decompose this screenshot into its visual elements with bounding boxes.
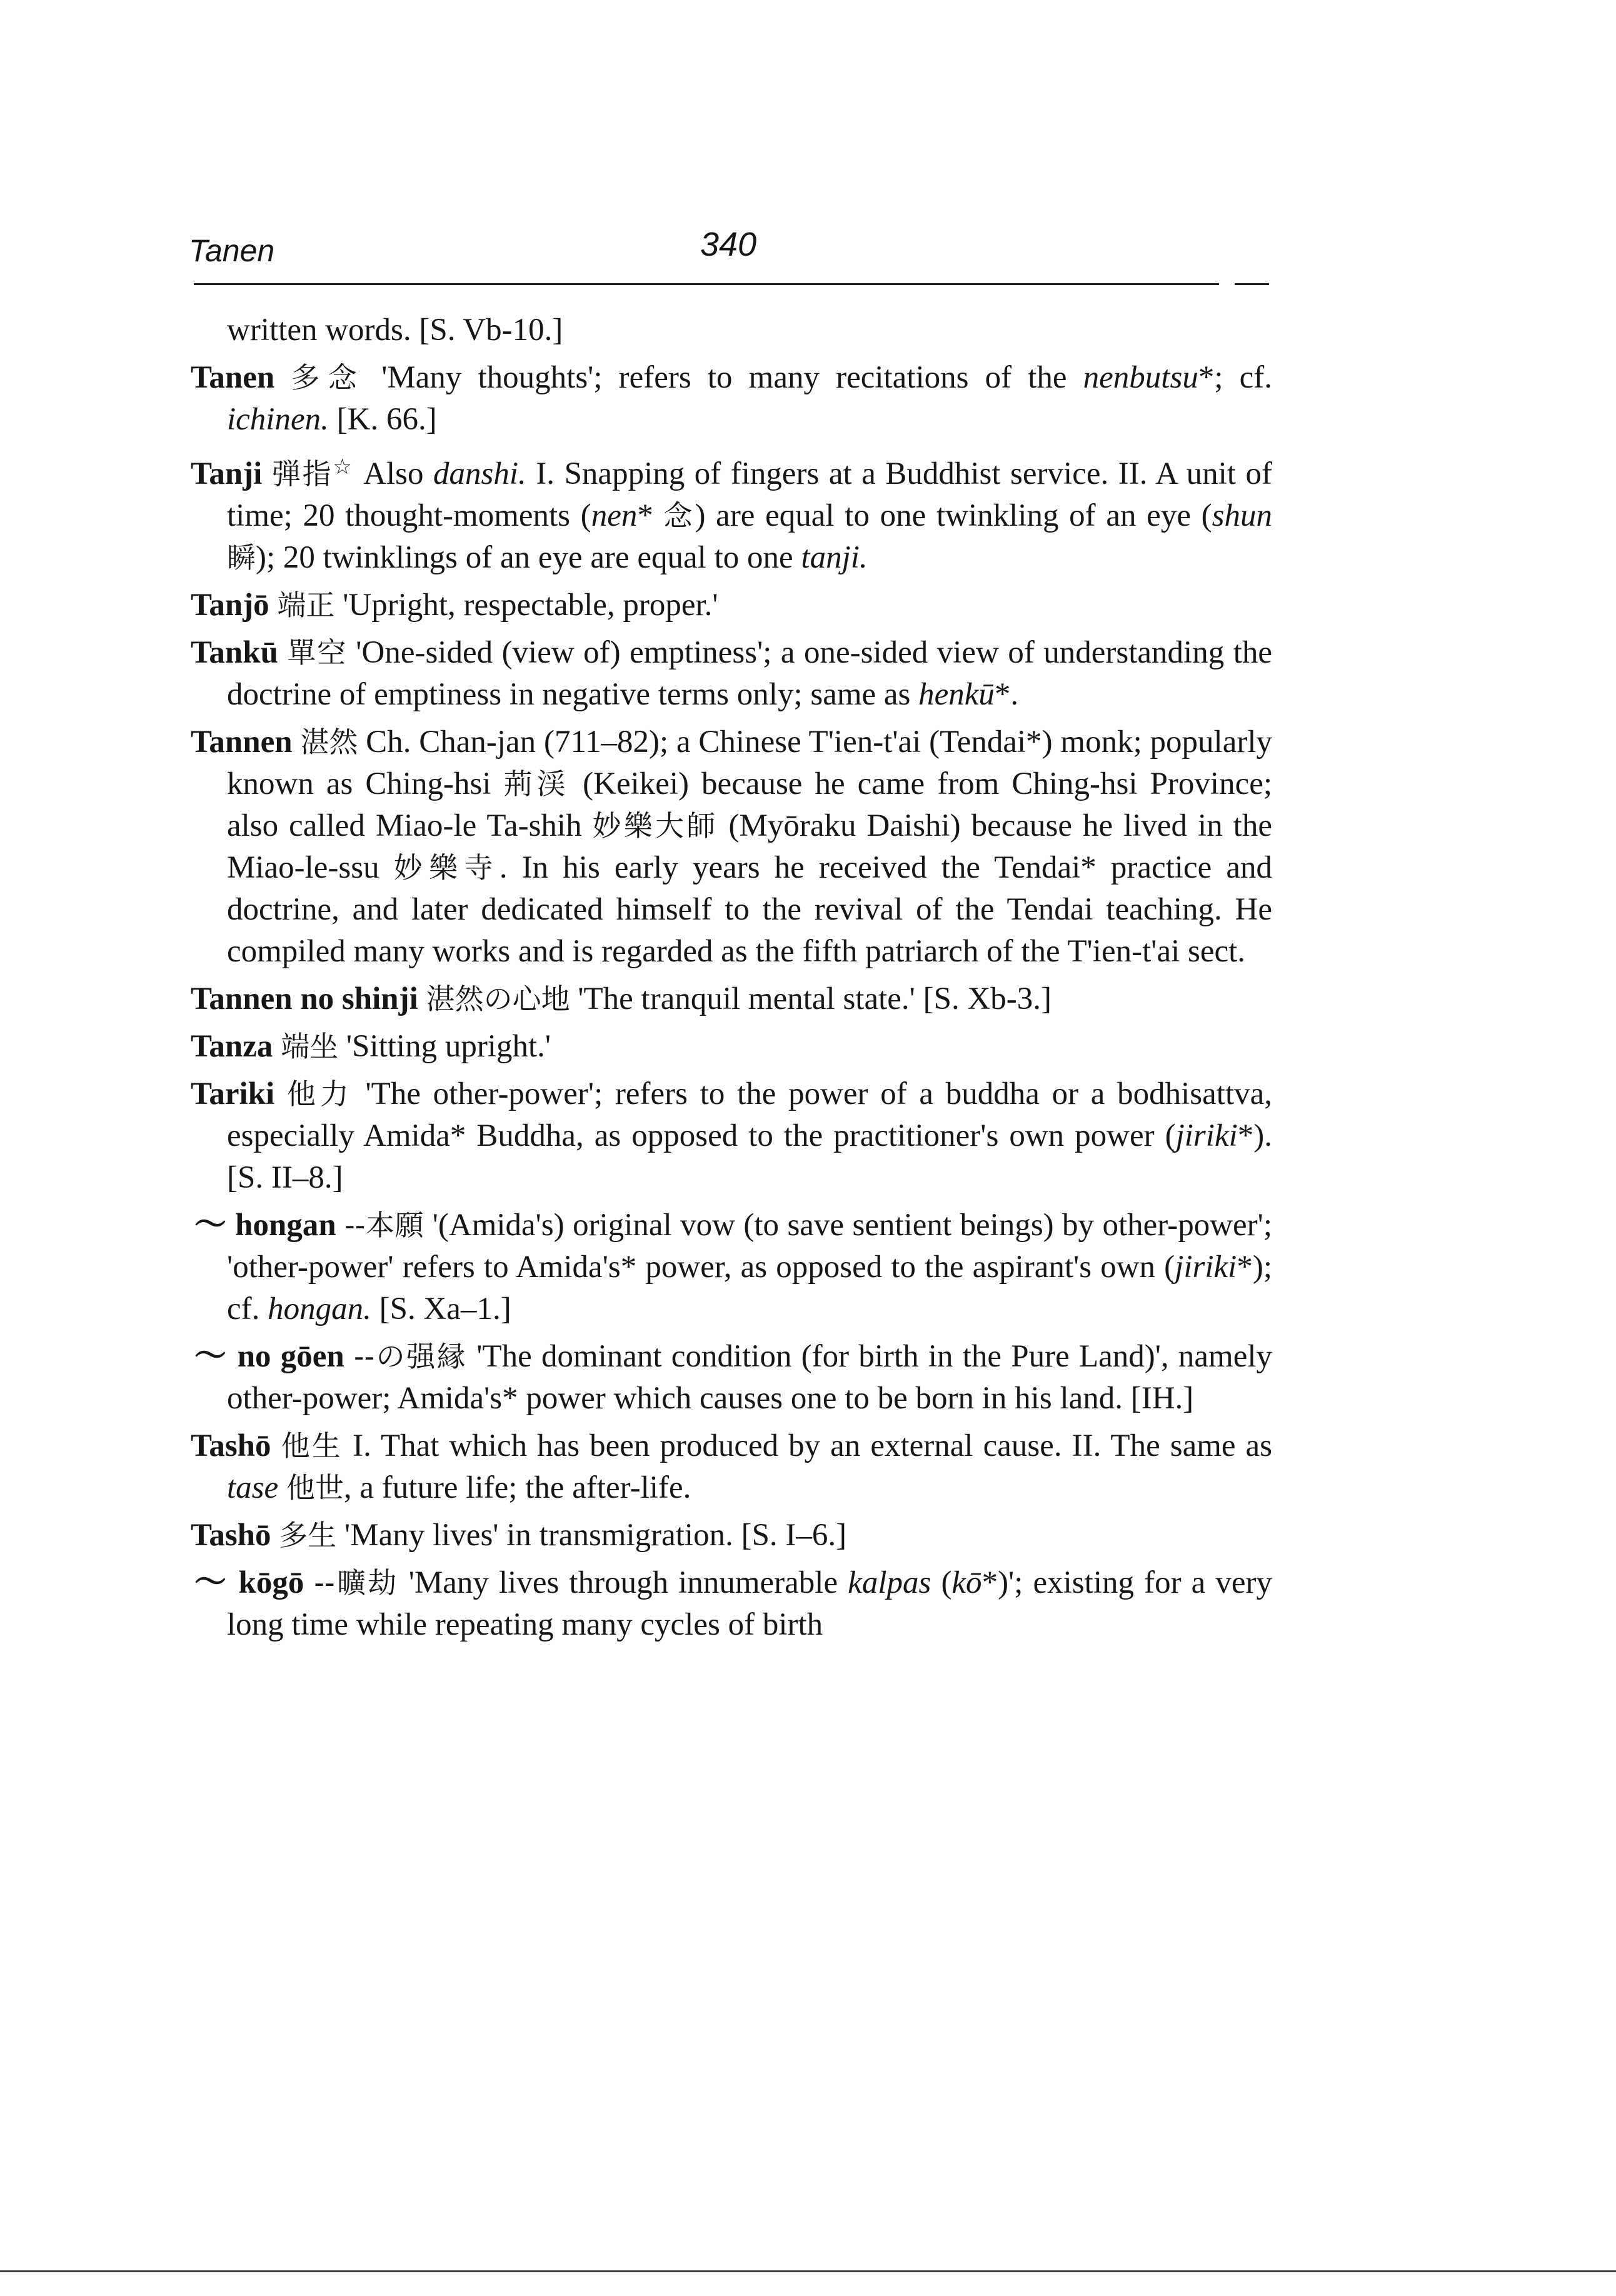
entry-continuation-text: written words. [S. Vb-10.]: [227, 313, 563, 348]
dictionary-entry: [191, 446, 1272, 579]
entry-text: 'Many lives' in transmigration. [S. I–6.]: [336, 1518, 847, 1553]
italic-term: kō: [951, 1565, 982, 1600]
repeat-tilde: ～: [194, 1565, 229, 1600]
star-mark: ☆: [333, 456, 354, 479]
entry-text: *); cf.: [227, 1250, 1272, 1326]
entry-text: 'Many thoughts'; refers to many recitations of the: [365, 360, 1083, 395]
entry-headword: kōgō: [238, 1565, 304, 1600]
italic-term: jiriki: [1175, 1118, 1238, 1153]
entry-kanji: 他生: [281, 1429, 343, 1463]
inline-kanji: 荊渓: [503, 767, 571, 801]
italic-term: tanji.: [801, 540, 868, 575]
entry-list: [191, 309, 1272, 1652]
entry-headword: Tanjō: [191, 588, 269, 623]
inline-kanji: 妙樂寺: [393, 851, 499, 885]
entry-text: I. Snapping of fingers at a Buddhist service. II. A unit of time; 20 thought-moments (: [227, 456, 1272, 533]
entry-text: 'The other-power'; refers to the power of a buddha or a bodhisattva, especially Amida* Buddha, as opposed to the practitioner's own power (: [227, 1076, 1272, 1153]
entry-kanji: 他力: [286, 1077, 353, 1111]
dictionary-entry: [191, 1336, 1272, 1420]
italic-term: shun: [1212, 498, 1272, 533]
dictionary-entry: [191, 584, 1272, 626]
running-head-word: Tanen: [189, 233, 275, 268]
header-rule: [194, 283, 1219, 285]
entry-text: Also: [353, 456, 434, 491]
entry-headword: hongan: [235, 1208, 336, 1243]
entry-kanji: 端正: [277, 588, 335, 622]
entry-headword: Tannen: [191, 724, 293, 759]
inline-kanji: 他世: [286, 1471, 344, 1505]
entry-kanji: 端坐: [281, 1030, 339, 1063]
entry-text: 'One-sided (view of) emptiness'; a one-sided view of understanding the doctrine of emptiness in negative terms only; same as: [227, 635, 1272, 712]
italic-term: nenbutsu: [1083, 360, 1198, 395]
entry-kanji: --本願: [344, 1208, 424, 1242]
entry-text: [K. 66.]: [328, 402, 437, 437]
dictionary-entry: [191, 721, 1272, 973]
italic-term: tase: [227, 1470, 279, 1505]
inline-kanji: 妙樂大師: [592, 809, 718, 843]
entry-headword: Tashō: [191, 1518, 271, 1553]
entry-text: (Keikei) because he came from Ching-hsi Province; also called Miao-le Ta-shih: [227, 766, 1273, 843]
entry-text: I. That which has been produced by an external cause. II. The same as: [343, 1428, 1273, 1463]
entry-text: . In his early years he received the Tendai* practice and doctrine, and later dedicated himself to the revival of the Tendai teaching. He compiled many works and is regarded as the fifth patriarch of the T'ien-t'ai sect.: [227, 850, 1272, 969]
entry-text: [278, 1470, 286, 1505]
repeat-tilde: ～: [194, 1208, 227, 1243]
bottom-rule: [0, 2270, 1616, 2272]
running-head: [189, 225, 1264, 288]
entry-text: 'Upright, respectable, proper.': [334, 588, 718, 623]
italic-term: jiriki: [1175, 1250, 1237, 1285]
dictionary-entry: [191, 357, 1272, 441]
entry-headword: Tankū: [191, 635, 278, 670]
entry-kanji: 單空: [287, 636, 347, 669]
entry-headword: Tanen: [191, 360, 275, 395]
entry-headword: Tanza: [191, 1029, 273, 1064]
entry-text: 'The tranquil mental state.' [S. Xb-3.]: [570, 981, 1052, 1016]
italic-term: ichinen.: [227, 402, 329, 437]
entry-text: ); 20 twinklings of an eye are equal to one: [256, 540, 801, 575]
entry-kanji: 多念: [291, 361, 366, 394]
entry-kanji: --の强縁: [353, 1340, 468, 1373]
entry-text: [S. Xa–1.]: [371, 1291, 511, 1326]
italic-term: danshi.: [433, 456, 526, 491]
entry-kanji: 弾指: [271, 457, 333, 491]
dictionary-entry: [191, 1515, 1272, 1557]
entry-headword: Tariki: [191, 1076, 275, 1111]
repeat-tilde: ～: [194, 1339, 228, 1374]
italic-term: hongan.: [268, 1291, 371, 1326]
italic-term: nen: [591, 498, 638, 533]
inline-kanji: 瞬: [227, 541, 256, 574]
entry-text: *). [S. II–8.]: [227, 1118, 1272, 1195]
entry-headword: Tashō: [191, 1428, 271, 1463]
entry-text: *: [637, 498, 664, 533]
dictionary-entry: [191, 978, 1272, 1020]
italic-term: kalpas: [848, 1565, 931, 1600]
entry-headword: Tannen no shinji: [191, 981, 418, 1016]
entry-text: (: [931, 1565, 952, 1600]
dictionary-entry: [191, 1562, 1272, 1646]
entry-text: 'Many lives through innumerable: [398, 1565, 848, 1600]
entry-text: '(Amida's) original vow (to save sentient beings) by other-power'; 'other-power' refers to Amida's* power, as opposed to the aspirant's own (: [227, 1208, 1273, 1285]
entry-text: , a future life; the after-life.: [343, 1470, 691, 1505]
entry-text: 'Sitting upright.': [338, 1029, 551, 1064]
entry-text: *.: [994, 677, 1019, 712]
dictionary-entry: [191, 1425, 1272, 1509]
inline-kanji: 念: [663, 499, 695, 533]
entry-headword: no gōen: [237, 1339, 344, 1374]
entry-text: Ch. Chan-jan (711–82); a Chinese T'ien-t'ai (Tendai*) monk; popularly known as Ching-hsi: [227, 724, 1272, 801]
entry-kanji: 湛然の心地: [426, 982, 570, 1016]
dictionary-entry: [191, 1205, 1272, 1330]
entry-text: ) are equal to one twinkling of an eye (: [695, 498, 1212, 533]
dictionary-entry: [191, 1026, 1272, 1068]
dictionary-entry: [191, 632, 1272, 716]
entry-text: *; cf.: [1198, 360, 1272, 395]
header-rule-end: [1235, 283, 1269, 285]
entry-kanji: --曠劫: [314, 1566, 399, 1600]
dictionary-entry: [191, 309, 1272, 351]
entry-kanji: 多生: [279, 1518, 337, 1552]
entry-headword: Tanji: [191, 456, 263, 491]
entry-kanji: 湛然: [300, 725, 358, 759]
page-number: 340: [700, 226, 757, 263]
entry-text: (Myōraku Daishi) because he lived in the Miao-le-ssu: [227, 808, 1272, 885]
dictionary-entry: [191, 1073, 1272, 1199]
italic-term: henkū: [918, 677, 995, 712]
entry-text: *)'; existing for a very long time while repeating many cycles of birth: [227, 1565, 1272, 1642]
entry-text: 'The dominant condition (for birth in the Pure Land)', namely other-power; Amida's* power which causes one to be born in his land. [IH.]: [227, 1339, 1272, 1416]
